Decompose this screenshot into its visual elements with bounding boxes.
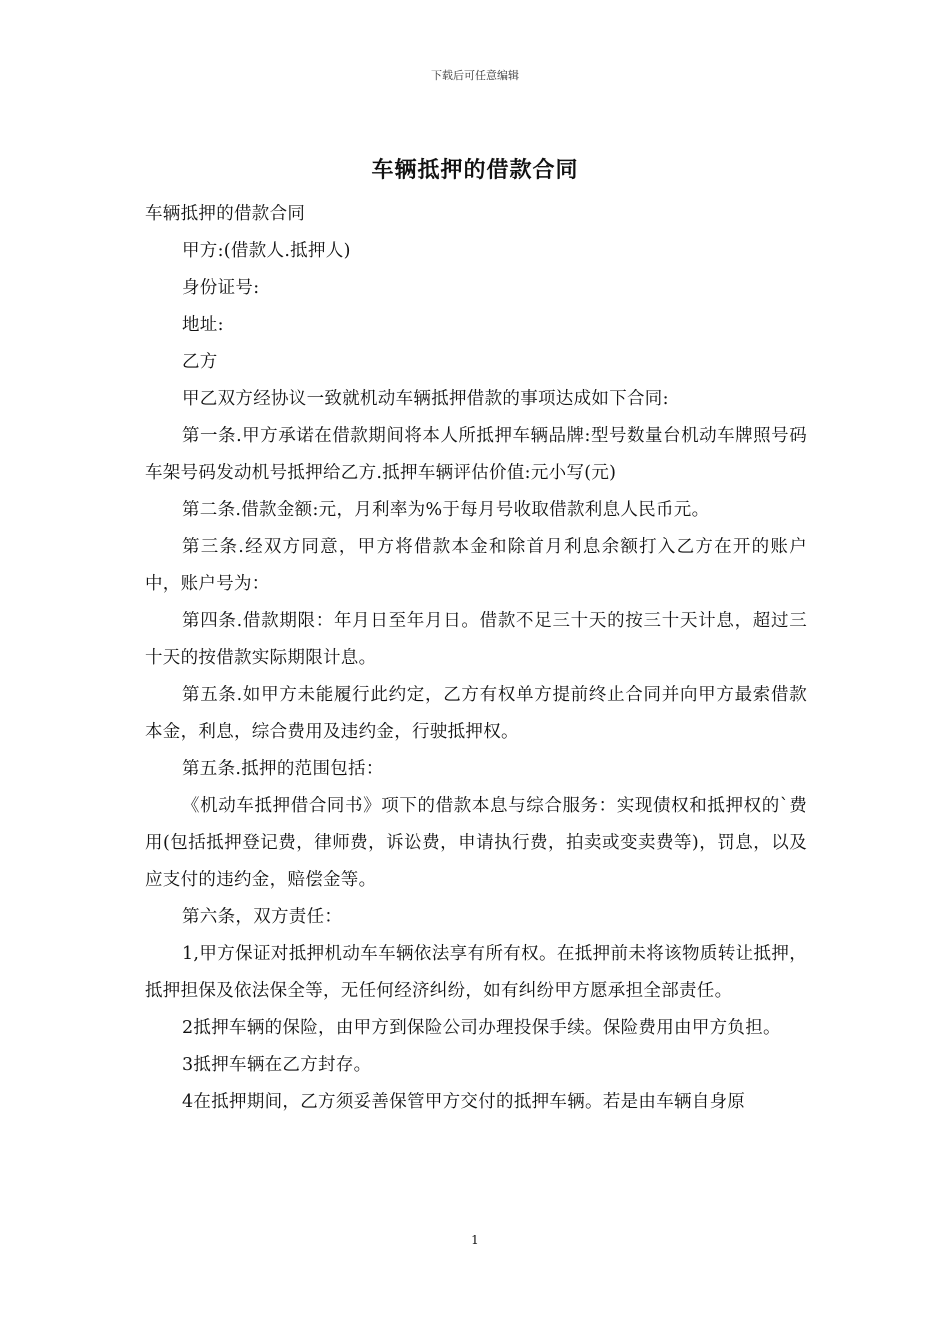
paragraph-party-a: 甲方:(借款人.抵押人) — [182, 241, 351, 261]
paragraph-id-number: 身份证号: — [182, 278, 260, 298]
header-note: 下载后可任意编辑 — [431, 69, 519, 82]
paragraph-duty-2: 2抵押车辆的保险，由甲方到保险公司办理投保手续。保险费用由甲方负担。 — [182, 1018, 781, 1038]
paragraph-article-5b: 第五条.抵押的范围包括： — [182, 759, 384, 779]
page-number: 1 — [471, 1233, 479, 1247]
paragraph-article-1: 第一条.甲方承诺在借款期间将本人所抵押车辆品牌:型号数量台机动车牌照号码车架号码发动机号抵押给乙方.抵押车辆评估价值:元小写(元) — [145, 426, 807, 483]
paragraph-duty-3: 3抵押车辆在乙方封存。 — [182, 1055, 372, 1075]
paragraph-article-4: 第四条.借款期限：年月日至年月日。借款不足三十天的按三十天计息，超过三十天的按借款实际期限计息。 — [145, 611, 807, 668]
paragraph-article-5a: 第五条.如甲方未能履行此约定，乙方有权单方提前终止合同并向甲方最索借款本金，利息，综合费用及违约金，行驶抵押权。 — [145, 685, 807, 742]
paragraph-subtitle: 车辆抵押的借款合同 — [145, 204, 306, 224]
paragraph-article-6: 第六条，双方责任： — [182, 907, 343, 927]
document-title: 车辆抵押的借款合同 — [371, 158, 579, 183]
document-body — [145, 196, 807, 1121]
paragraph-preamble: 甲乙双方经协议一致就机动车辆抵押借款的事项达成如下合同: — [182, 389, 669, 409]
paragraph-duty-1: 1,甲方保证对抵押机动车车辆依法享有所有权。在抵押前未将该物质转让抵押，抵押担保及依法保全等，无任何经济纠纷，如有纠纷甲方愿承担全部责任。 — [145, 944, 807, 1001]
paragraph-address: 地址: — [182, 315, 224, 335]
paragraph-scope: 《机动车抵押借合同书》项下的借款本息与综合服务：实现债权和抵押权的`费用(包括抵押登记费，律师费，诉讼费，申请执行费，拍卖或变卖费等)，罚息，以及应支付的违约金，赔偿金等。 — [145, 796, 807, 890]
paragraph-party-b: 乙方 — [182, 352, 218, 372]
paragraph-article-3: 第三条.经双方同意，甲方将借款本金和除首月利息余额打入乙方在开的账户中，账户号为： — [145, 537, 807, 594]
paragraph-article-2: 第二条.借款金额:元，月利率为%于每月号收取借款利息人民币元。 — [182, 500, 710, 520]
paragraph-duty-4: 4在抵押期间，乙方须妥善保管甲方交付的抵押车辆。若是由车辆自身原 — [182, 1092, 746, 1112]
